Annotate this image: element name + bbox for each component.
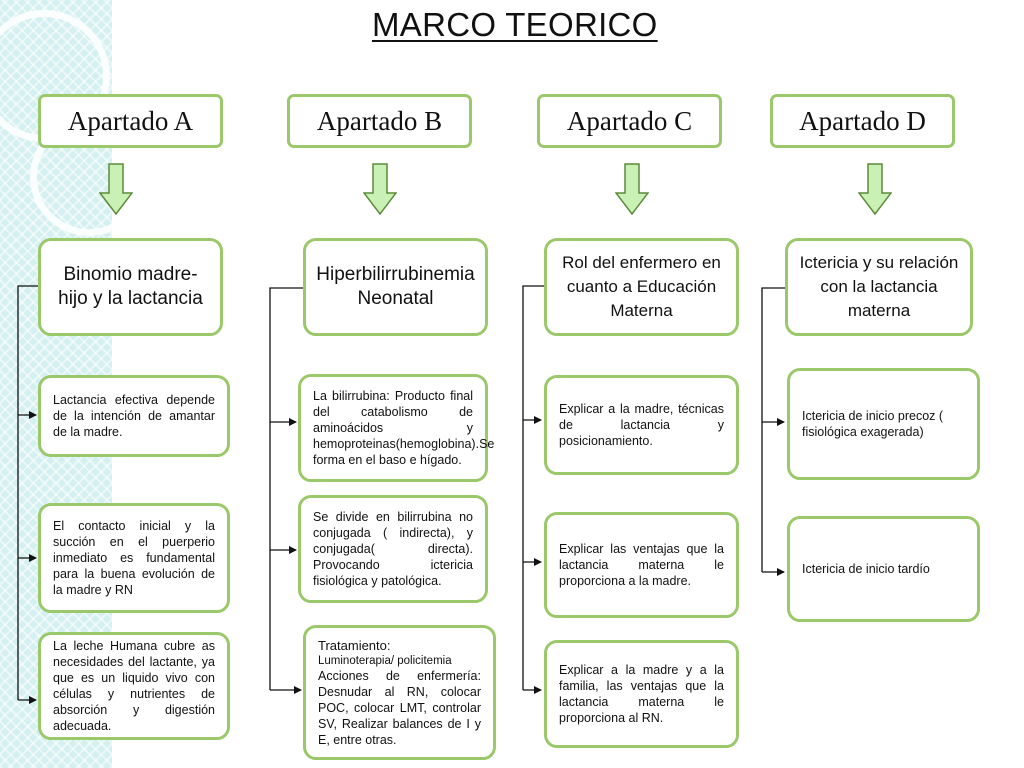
content-box-b-2: Se divide en bilirrubina no conjugada ( indirecta), y conjugada( directa). Provocando ictericia fisiológica y patológica. [298,495,488,603]
content-box-a-3: La leche Humana cubre as necesidades del lactante, ya que es un liquido vivo con células y nutrientes de absorción y digestión adecuada. [38,632,230,740]
header-apartado-b: Apartado B [287,94,472,148]
content-box-a-1: Lactancia efectiva depende de la intención de amantar de la madre. [38,375,230,457]
topic-box-b: Hiperbilirrubinemia Neonatal [303,238,488,336]
arrow-down-icon [858,163,892,215]
treatment-sub: Luminoterapia/ policitemia [318,654,452,667]
arrow-down-icon [99,163,133,215]
header-apartado-c: Apartado C [537,94,722,148]
arrow-down-icon [363,163,397,215]
content-box-b-3 [303,625,496,760]
content-box-a-2: El contacto inicial y la succión en el puerperio inmediato es fundamental para la buena evolución de la madre y RN [38,503,230,613]
treatment-heading: Tratamiento: [318,637,391,653]
content-box-d-1: Ictericia de inicio precoz ( fisiológica exagerada) [787,368,980,480]
topic-box-a: Binomio madre-hijo y la lactancia [38,238,223,336]
content-box-c-1: Explicar a la madre, técnicas de lactancia y posicionamiento. [544,375,739,475]
page-title: MARCO TEORICO [372,6,658,43]
header-apartado-d: Apartado D [770,94,955,148]
content-box-d-2: Ictericia de inicio tardío [787,516,980,622]
content-box-b-1: La bilirrubina: Producto final del catabolismo de aminoácidos y hemoproteinas(hemoglobina).Se forma en el baso e hígado. [298,374,488,482]
content-box-c-2: Explicar las ventajas que la lactancia materna le proporciona a la madre. [544,512,739,618]
arrow-down-icon [615,163,649,215]
treatment-body: Acciones de enfermería: Desnudar al RN, colocar POC, colocar LMT, controlar SV, Realizar balances de I y E, entre otras. [318,668,481,747]
topic-box-c: Rol del enfermero en cuanto a Educación Materna [544,238,739,336]
topic-box-d: Ictericia y su relación con la lactancia materna [785,238,973,336]
header-apartado-a: Apartado A [38,94,223,148]
content-box-c-3: Explicar a la madre y a la familia, las ventajas que la lactancia materna le proporciona al RN. [544,640,739,748]
